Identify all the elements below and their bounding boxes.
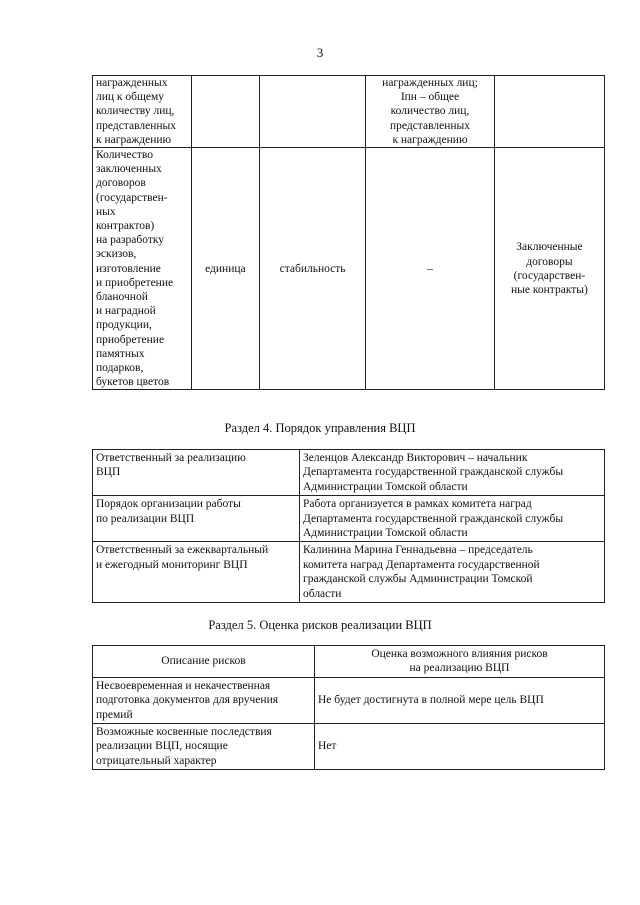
table-row [93,450,605,496]
trend-cell [260,76,366,148]
table-row [93,677,605,723]
table-header-row [93,646,605,678]
label-cell: Ответственный за реализацию ВЦП [93,450,300,496]
management-table [92,449,605,603]
header-cell: Оценка возможного влияния рисков на реализацию ВЦП [315,646,605,678]
impact-cell: Нет [315,724,605,770]
risk-cell: Возможные косвенные последствия реализации ВЦП, носящие отрицательный характер [93,724,315,770]
risks-table [92,645,605,770]
trend-cell: стабильность [260,148,366,390]
table-row [93,76,605,148]
unit-cell: единица [191,148,259,390]
value-cell: Работа организуется в рамках комитета наград Департамента государственной гражданской службы Администрации Томской области [300,496,605,542]
page-number: 3 [316,45,324,60]
unit-cell [191,76,259,148]
header-cell: Описание рисков [93,646,315,678]
table-row [93,148,605,390]
table-row [93,542,605,603]
formula-cell: награжденных лиц; Iпн – общее количество лиц, представленных к награждению [366,76,495,148]
section-5-heading: Раздел 5. Оценка рисков реализации ВЦП [208,618,432,632]
source-cell [494,76,604,148]
indicators-table [92,75,605,390]
indicator-name-cell: награжденных лиц к общему количеству лиц, представленных к награждению [93,76,192,148]
risk-cell: Несвоевременная и некачественная подготовка документов для вручения премий [93,677,315,723]
label-cell: Порядок организации работы по реализации ВЦП [93,496,300,542]
label-cell: Ответственный за ежеквартальный и ежегодный мониторинг ВЦП [93,542,300,603]
value-cell: Зеленцов Александр Викторович – начальник Департамента государственной гражданской службы Администрации Томской области [300,450,605,496]
impact-cell: Не будет достигнута в полной мере цель ВЦП [315,677,605,723]
table-row [93,496,605,542]
table-row [93,724,605,770]
indicator-name-cell: Количество заключенных договоров (государствен- ных контрактов) на разработку эскизов, изготовление и приобретение бланочной и наградной продукции, приобретение памятных подарков, букетов цветов [93,148,192,390]
source-cell: Заключенные договоры (государствен- ные контракты) [494,148,604,390]
section-4-heading: Раздел 4. Порядок управления ВЦП [224,421,416,435]
value-cell: Калинина Марина Геннадьевна – председатель комитета наград Департамента государственной гражданской службы Администрации Томской области [300,542,605,603]
formula-cell: – [366,148,495,390]
